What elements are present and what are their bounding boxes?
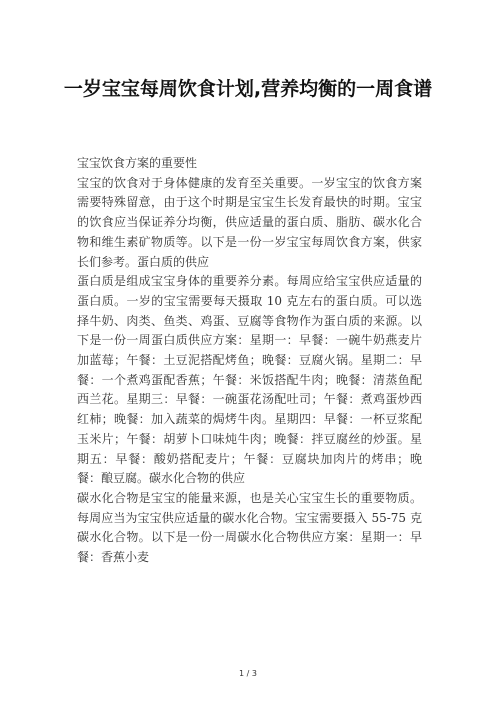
document-body [77,154,422,568]
document-title: 一岁宝宝每周饮食计划,营养均衡的一周食谱 [63,78,433,100]
paragraph: 宝宝的饮食对于身体健康的发育至关重要。一岁宝宝的饮食方案需要特殊留意，由于这个时期是宝宝生长发育最快的时期。宝宝的饮食应当保证养分均衡，供应适量的蛋白质、脂肪、碳水化合物和维生素矿物质等。以下是一份一岁宝宝每周饮食方案，供家长们参考。蛋白质的供应 [77,175,422,269]
paragraph: 蛋白质是组成宝宝身体的重要养分素。每周应给宝宝供应适量的蛋白质。一岁的宝宝需要每天摄取 10 克左右的蛋白质。可以选择牛奶、肉类、鱼类、鸡蛋、豆腐等食物作为蛋白质的来源。以下是一份一周蛋白质供应方案：星期一：早餐：一碗牛奶燕麦片加蓝莓；午餐：土豆泥搭配烤鱼；晚餐：豆腐火锅。星期二：早餐：一个煮鸡蛋配香蕉；午餐：米饭搭配牛肉；晚餐：清蒸鱼配西兰花。星期三：早餐：一碗蛋花汤配吐司；午餐：煮鸡蛋炒西红柿；晚餐：加入蔬菜的焗烤牛肉。星期四：早餐：一杯豆浆配玉米片；午餐：胡萝卜口味炖牛肉；晚餐：拌豆腐丝的炒蛋。星期五：早餐：酸奶搭配麦片；午餐：豆腐块加肉片的烤串；晚餐：酿豆腐。碳水化合物的供应 [77,274,422,486]
paragraph: 碳水化合物是宝宝的能量来源，也是关心宝宝生长的重要物质。每周应当为宝宝供应适量的碳水化合物。宝宝需要摄入 55-75 克碳水化合物。以下是一份一周碳水化合物供应方案：星期一：早餐：香蕉小麦 [77,490,422,565]
page-number: 1 / 3 [239,669,257,678]
section-heading: 宝宝饮食方案的重要性 [77,156,198,170]
